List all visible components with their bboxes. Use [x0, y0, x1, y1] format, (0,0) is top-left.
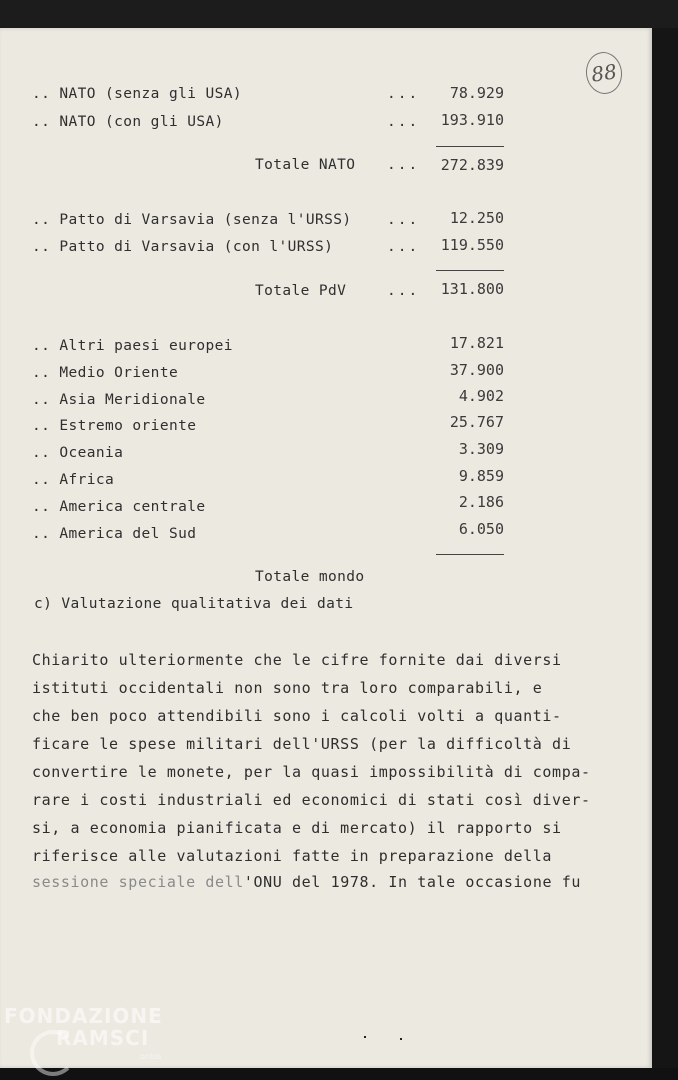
leader-dots: ... [387, 283, 420, 299]
region-label: .. America centrale [32, 499, 206, 515]
scan-speck [400, 1038, 402, 1040]
paragraph-line: convertire le monete, per la quasi impossibilità di compa- [32, 763, 591, 781]
region-value: 6.050 [458, 520, 504, 538]
watermark-logo [4, 1004, 163, 1061]
paragraph-line: rare i costi industriali ed economici di stati così diver- [32, 791, 591, 809]
pdv-total-value: 131.800 [440, 280, 504, 298]
nato-row-label: .. NATO (senza gli USA) [32, 86, 242, 102]
region-label: .. Asia Meridionale [32, 392, 206, 408]
pdv-row-value: 12.250 [449, 209, 504, 227]
watermark-sub: onlus [140, 1052, 162, 1061]
sum-rule [436, 554, 504, 555]
paragraph-line: riferisce alle valutazioni fatte in preparazione della [32, 847, 553, 865]
nato-total-label: Totale NATO [255, 157, 356, 173]
leader-dots: ... [387, 212, 420, 228]
paragraph-line-last [32, 873, 581, 891]
watermark-line2: RAMSCI [56, 1026, 150, 1050]
leader-dots: ... [387, 86, 420, 102]
sum-rule [436, 146, 504, 147]
pdv-row-label: .. Patto di Varsavia (con l'URSS) [32, 239, 334, 255]
scan-border-right [652, 28, 678, 1068]
paragraph-line: Chiarito ulteriormente che le cifre fornite dai diversi [32, 651, 562, 669]
region-value: 37.900 [449, 361, 504, 379]
region-label: .. Oceania [32, 445, 124, 461]
region-label: .. Altri paesi europei [32, 338, 233, 354]
region-label: .. America del Sud [32, 526, 197, 542]
nato-row-value: 78.929 [449, 84, 504, 102]
region-value: 25.767 [449, 413, 504, 431]
nato-row-label: .. NATO (con gli USA) [32, 114, 224, 130]
region-value: 2.186 [458, 493, 504, 511]
region-value: 3.309 [458, 440, 504, 458]
region-value: 17.821 [449, 334, 504, 352]
paragraph-line: istituti occidentali non sono tra loro comparabili, e [32, 679, 543, 697]
world-total-label: Totale mondo [255, 569, 365, 585]
paragraph-line: ficare le spese militari dell'URSS (per la difficoltà di [32, 735, 572, 753]
paragraph-text: 'ONU del 1978. In tale occasione fu [243, 873, 581, 891]
faded-text: sessione speciale dell [32, 873, 244, 891]
paragraph-line: che ben poco attendibili sono i calcoli volti a quanti- [32, 707, 562, 725]
section-heading: c) Valutazione qualitativa dei dati [34, 596, 354, 612]
region-value: 9.859 [458, 467, 504, 485]
scan-border-bottom [0, 1068, 678, 1080]
scan-speck [364, 1036, 366, 1038]
paragraph-line: si, a economia pianificata e di mercato) il rapporto si [32, 819, 562, 837]
leader-dots: ... [387, 114, 420, 130]
leader-dots: ... [387, 157, 420, 173]
pdv-row-value: 119.550 [440, 236, 504, 254]
sum-rule [436, 270, 504, 271]
pdv-row-label: .. Patto di Varsavia (senza l'URSS) [32, 212, 352, 228]
nato-total-value: 272.839 [440, 156, 504, 174]
g-logo-icon [30, 1030, 76, 1076]
document-page [0, 28, 652, 1068]
page-number: 88 [583, 50, 624, 97]
region-label: .. Estremo oriente [32, 418, 197, 434]
leader-dots: ... [387, 239, 420, 255]
region-label: .. Africa [32, 472, 115, 488]
pdv-total-label: Totale PdV [255, 283, 347, 299]
region-label: .. Medio Oriente [32, 365, 179, 381]
watermark-line1: FONDAZIONE [4, 1004, 163, 1028]
region-value: 4.902 [458, 387, 504, 405]
nato-row-value: 193.910 [440, 111, 504, 129]
